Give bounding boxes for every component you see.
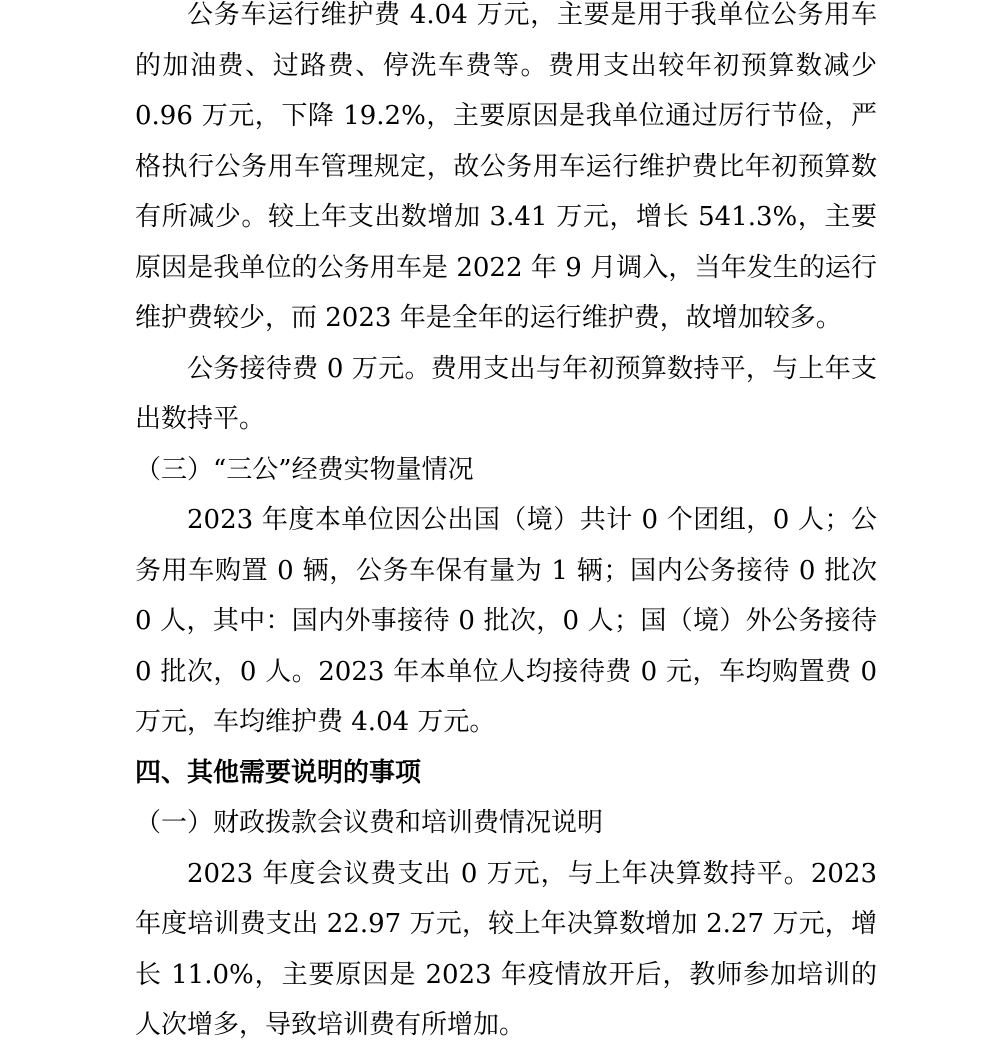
- document-page: [135, 0, 877, 1051]
- paragraph-vehicle-maintenance: 公务车运行维护费 4.04 万元，主要是用于我单位公务用车的加油费、过路费、停洗车费等。费用支出较年初预算数减少 0.96 万元，下降 19.2%，主要原因是我单位通过厉行节俭，严格执行公务用车管理规定，故公务用车运行维护费比年初预算数有所减少。较上年支出数增加 3.41 万元，增长 541.3%，主要原因是我单位的公务用车是 2022 年 9 月调入，当年发生的运行维护费较少，而 2023 年是全年的运行维护费，故增加较多。: [135, 0, 877, 333]
- heading-meeting-training: （一）财政拨款会议费和培训费情况说明: [135, 808, 604, 838]
- paragraph-reception: 公务接待费 0 万元。费用支出与年初预算数持平，与上年支出数持平。: [135, 353, 877, 434]
- paragraph-meeting-training: 2023 年度会议费支出 0 万元，与上年决算数持平。2023 年度培训费支出 22.97 万元，较上年决算数增加 2.27 万元，增长 11.0%，主要原因是 2023 年疫情放开后，教师参加培训的人次增多，导致培训费有所增加。: [135, 858, 877, 1040]
- heading-physical-quantity: （三）“三公”经费实物量情况: [135, 454, 474, 485]
- section-heading-other-matters: 四、其他需要说明的事项: [135, 757, 422, 788]
- paragraph-physical-quantity: 2023 年度本单位因公出国（境）共计 0 个团组，0 人；公务用车购置 0 辆，公务车保有量为 1 辆；国内公务接待 0 批次 0 人，其中：国内外事接待 0 批次，0 人；国（境）外公务接待 0 批次，0 人。2023 年本单位人均接待费 0 元，车均购置费 0 万元，车均维护费 4.04 万元。: [135, 505, 877, 737]
